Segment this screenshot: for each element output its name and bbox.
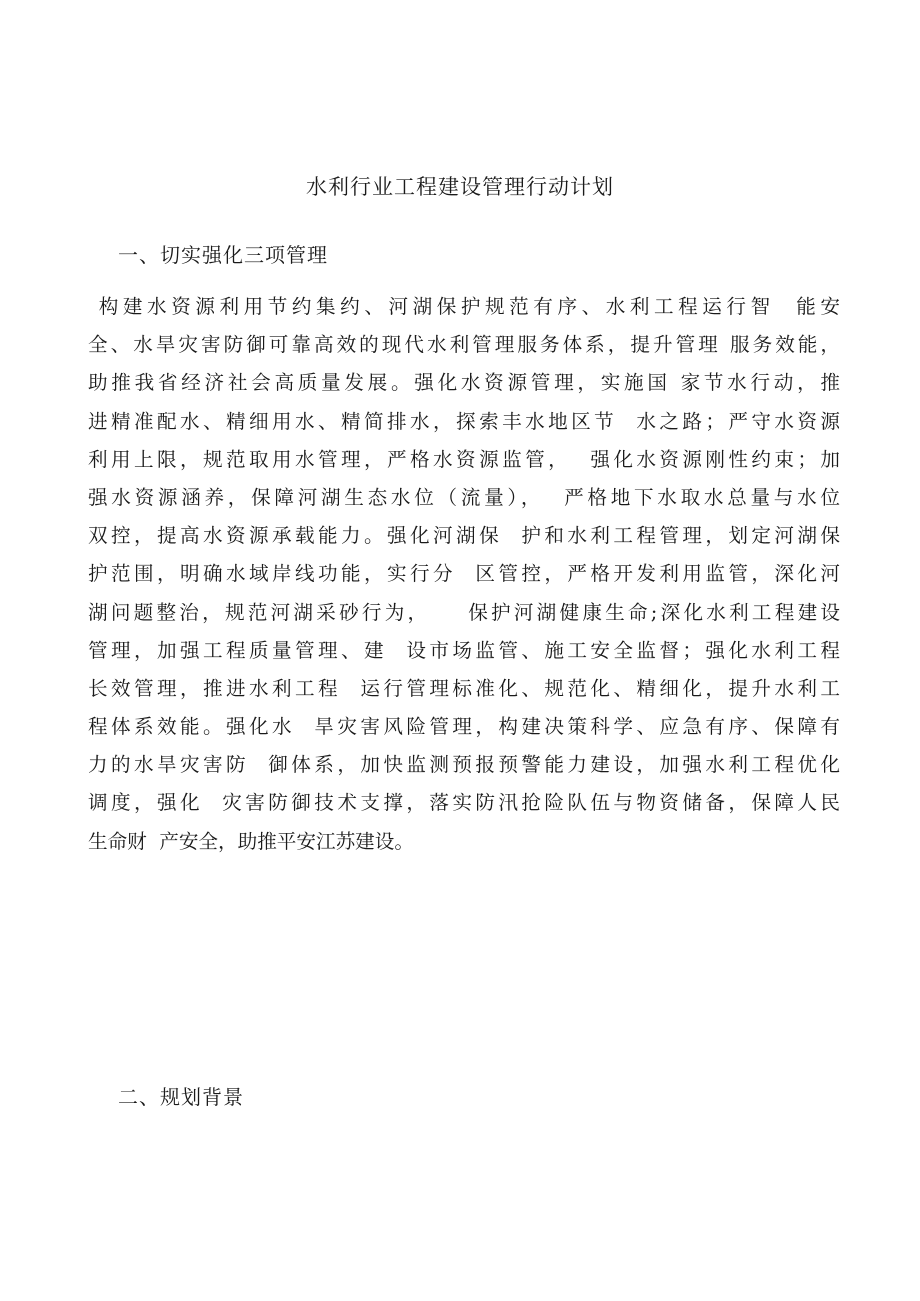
paragraph-line: 护范围，明确水域岸线功能，实行分 区管控，严格开发利用监管，深化河	[88, 562, 840, 586]
paragraph-line: 生命财 产安全，助推平安江苏建设。	[88, 829, 414, 853]
paragraph-line: 长效管理，推进水利工程 运行管理标准化、规范化、精细化，提升水利工	[88, 676, 840, 700]
section-heading-2: 二、规划背景	[118, 1085, 244, 1109]
paragraph-line: 强水资源涵养，保障河湖生态水位（流量）， 严格地下水取水总量与水位	[88, 485, 840, 509]
paragraph-line: 构建水资源利用节约集约、河湖保护规范有序、水利工程运行智 能安	[88, 295, 840, 318]
section-heading-1: 一、切实强化三项管理	[118, 243, 328, 267]
paragraph-line: 利用上限，规范取用水管理，严格水资源监管， 强化水资源刚性约束；加	[88, 447, 840, 471]
paragraph-line: 管理，加强工程质量管理、建 设市场监管、施工安全监督；强化水利工程	[88, 638, 840, 662]
paragraph-line: 全、水旱灾害防御可靠高效的现代水利管理服务体系，提升管理 服务效能，	[88, 333, 840, 357]
paragraph-line: 调度，强化 灾害防御技术支撑，落实防汛抢险队伍与物资储备，保障人民	[88, 791, 840, 815]
document-title: 水利行业工程建设管理行动计划	[306, 175, 614, 199]
paragraph-line: 程体系效能。强化水 旱灾害风险管理，构建决策科学、应急有序、保障有	[88, 715, 840, 739]
paragraph-line: 进精准配水、精细用水、精简排水，探索丰水地区节 水之路；严守水资源	[88, 409, 840, 433]
paragraph-line: 力的水旱灾害防 御体系，加快监测预报预警能力建设，加强水利工程优化	[88, 753, 840, 777]
paragraph-line: 助推我省经济社会高质量发展。强化水资源管理，实施国 家节水行动，推	[88, 371, 840, 395]
paragraph-line: 湖问题整治，规范河湖采砂行为， 保护河湖健康生命;深化水利工程建设	[88, 600, 840, 624]
section-1-paragraph	[88, 288, 840, 861]
paragraph-line: 双控，提高水资源承载能力。强化河湖保 护和水利工程管理，划定河湖保	[88, 524, 840, 548]
